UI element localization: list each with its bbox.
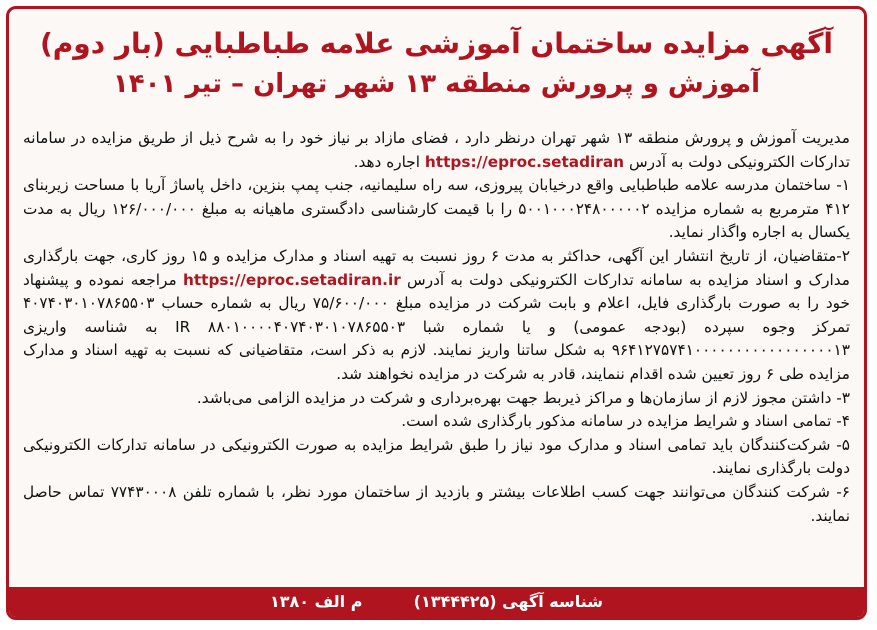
portal-link-full[interactable]: https://eproc.setadiran.ir bbox=[182, 270, 401, 289]
list-item-2 bbox=[23, 245, 850, 387]
notice-title: آگهی مزایده ساختمان آموزشی علامه طباطبایی (بار دوم) bbox=[39, 27, 834, 60]
item-2-text: ۲-متقاضیان، از تاریخ انتشار این آگهی، حداکثر به مدت ۶ روز نسبت به تهیه اسناد و مدارک مزایده و ۱۵ روز کاری، جهت بارگذاری مدارک و اسناد مزایده به سامانه تدارکات الکترونیکی دولت به آدرس bbox=[23, 246, 851, 289]
list-item-5: ۵- شرکت‌کنندگان باید تمامی اسناد و مدارک مود نیاز را طبق شرایط مزایده به صورت الکترونیکی در سامانه تدارکات الکترونیکی دولت بارگذاری نمایند. bbox=[23, 435, 850, 478]
ad-code: م الف ۱۳۸۰ bbox=[269, 592, 363, 611]
list-item-6: ۶- شرکت کنندگان می‌توانند جهت کسب اطلاعات بیشتر و بازدید از ساختمان مورد نظر، با شماره تلفن ۷۷۴۳۰۰۰۸ تماس حاصل نمایند. bbox=[23, 482, 850, 525]
intro-text-end: اجاره دهد. bbox=[353, 152, 420, 171]
list-item-4: ۴- تمامی اسناد و شرایط مزایده در سامانه مذکور بارگذاری شده است. bbox=[401, 412, 850, 431]
notice-frame bbox=[6, 6, 867, 620]
portal-link[interactable]: https://eproc.setadiran bbox=[424, 152, 625, 171]
notice-body bbox=[23, 127, 850, 528]
intro-paragraph bbox=[23, 127, 850, 174]
list-item-3: ۳- داشتن مجوز لازم از سازمان‌ها و مراکز ذیربط جهت بهره‌برداری و شرکت در مزایده الزامی می‌باشد. bbox=[196, 388, 850, 407]
list-item-1: ۱- ساختمان مدرسه علامه طباطبایی واقع درخیابان پیروزی، سه راه سلیمانیه، جنب پمپ بنزین، داخل پاساژ آریا با مساحت زیربنای ۴۱۲ مترمربع به شماره مزایده ۵۰۰۱۰۰۰۲۴۸۰۰۰۰۰۲ را با قیمت کارشناسی دادگستری ماهیانه به مبلغ ۱۲۶/۰۰۰/۰۰۰ ریال به مدت یکسال به اجاره واگذار نماید. bbox=[23, 176, 851, 242]
intro-text: مدیریت آموزش و پرورش منطقه ۱۳ شهر تهران درنظر دارد ، فضای مازاد بر نیاز خود را به شرح ذیل از طریق مزایده در سامانه تدارکات الکترونیکی دولت به آدرس bbox=[23, 129, 851, 171]
footer-bar bbox=[9, 587, 864, 617]
ad-id: شناسه آگهی (۱۳۴۴۴۲۵) bbox=[413, 592, 603, 611]
item-2-text-end: مراجعه نموده و پیشنهاد خود را به صورت بارگذاری فایل، اعلام و بابت شرکت در مزایده مبلغ ۷۵/۶۰۰/۰۰۰ ریال به شماره حساب ۴۰۷۴۰۳۰۱۰۷۸۶۵۵۰۳ تمرکز وجوه سپرده (بودجه عمومی) و یا شماره شبا IR ۸۸۰۱۰۰۰۰۴۰۷۴۰۳۰۱۰۷۸۶۵۵۰۳ به شناسه واریزی ۹۶۴۱۲۷۵۷۴۱۰۰۰۰۰۰۰۰۰۰۰۰۰۰۰۰۰۱۳ به شکل ساتنا واریز نمایند. لازم به ذکر است، متقاضیانی که نسبت به تهیه اسناد و مدارک مزایده طی ۶ روز تعیین شده اقدام ننمایند، قادر به شرکت در مزایده نخواهند شد. bbox=[23, 270, 851, 383]
notice-subtitle: آموزش و پرورش منطقه ۱۳ شهر تهران – تیر ۱۴۰۱ bbox=[112, 69, 761, 99]
